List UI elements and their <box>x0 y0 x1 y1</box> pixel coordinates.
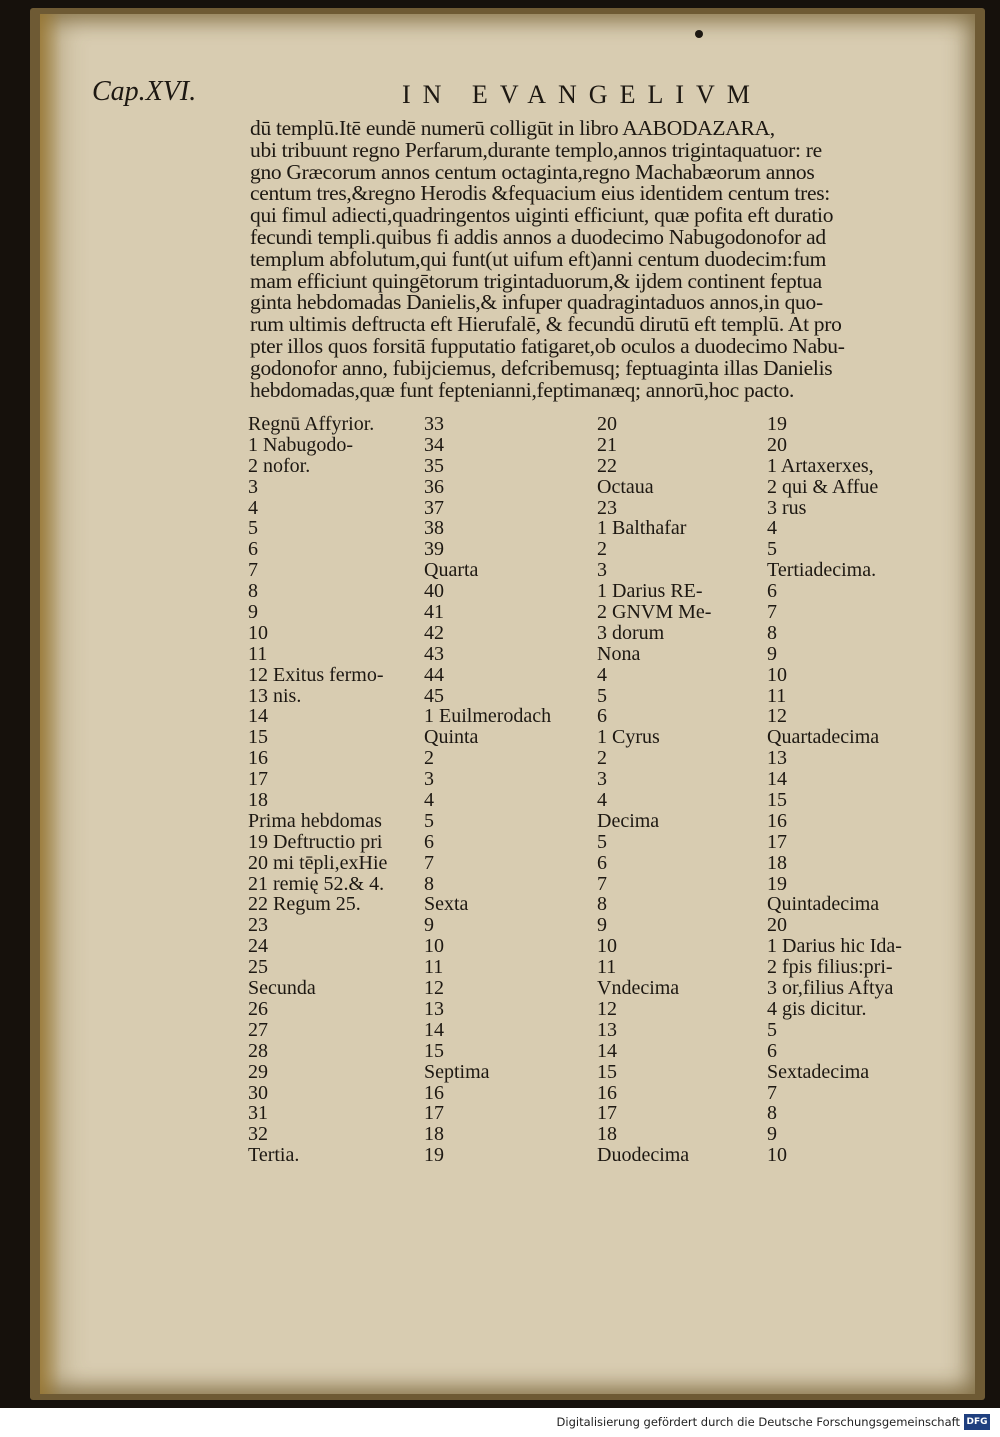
table-cell: 6 <box>424 830 434 853</box>
body-line: ubi tribuunt regno Perfarum,durante templo,annos trigintaquatuor: re <box>250 137 822 162</box>
table-cell: 6 <box>248 538 258 561</box>
table-cell: 17 <box>248 768 268 791</box>
table-cell: 13 <box>597 1018 617 1041</box>
table-cell: 5 <box>767 1018 777 1041</box>
table-cell: 12 Exitus fermo- <box>248 663 384 686</box>
table-cell: 4 gis dicitur. <box>767 997 867 1020</box>
table-cell: Quinta <box>424 726 479 749</box>
table-cell: 1 Balthafar <box>597 517 687 540</box>
table-cell: 3 <box>248 475 258 498</box>
table-cell: 2 <box>597 538 607 561</box>
body-line: mam efficiunt quingētorum trigintaduorum,& ijdem continent feptua <box>250 268 822 293</box>
table-cell: 18 <box>597 1123 617 1146</box>
table-cell: 11 <box>597 956 617 979</box>
table-cell: 30 <box>248 1081 268 1104</box>
table-cell: 2 GNVM Me- <box>597 601 712 624</box>
table-cell: 18 <box>767 851 787 874</box>
table-cell: 25 <box>248 956 268 979</box>
table-cell: 15 <box>424 1039 444 1062</box>
table-cell: 18 <box>424 1123 444 1146</box>
table-cell: 9 <box>767 642 777 665</box>
table-cell: 16 <box>767 809 787 832</box>
table-cell: 13 <box>424 997 444 1020</box>
table-cell: 19 <box>767 413 787 435</box>
table-cell: 6 <box>597 705 607 728</box>
table-cell: 4 <box>597 789 607 812</box>
table-cell: 3 <box>597 768 607 791</box>
table-cell: 6 <box>597 851 607 874</box>
table-cell: 43 <box>424 642 444 665</box>
table-cell: 14 <box>597 1039 617 1062</box>
running-title: IN EVANGELIVM <box>402 80 762 109</box>
table-cell: 17 <box>597 1102 617 1125</box>
body-line: gno Græcorum annos centum octaginta,regno Machabæorum annos <box>250 159 815 184</box>
table-cell: 2 nofor. <box>248 454 311 477</box>
table-cell: 22 Regum 25. <box>248 893 361 916</box>
table-cell: 38 <box>424 517 444 540</box>
table-cell: 2 <box>424 747 434 770</box>
table-cell: 41 <box>424 601 444 624</box>
table-cell: 3 <box>597 559 607 582</box>
table-cell: 11 <box>424 956 444 979</box>
table-cell: 44 <box>424 663 444 686</box>
table-cell: 28 <box>248 1039 268 1062</box>
table-cell: Vndecima <box>597 977 680 1000</box>
table-cell: 1 Cyrus <box>597 726 660 749</box>
table-cell: 21 <box>597 433 617 456</box>
table-cell: 23 <box>597 496 617 519</box>
body-line: ginta hebdomadas Danielis,& infuper quadragintaduos annos,in quo- <box>250 290 823 315</box>
table-cell: 6 <box>767 580 777 603</box>
footer-bar <box>0 1408 1000 1437</box>
table-cell: 11 <box>767 684 787 707</box>
table-cell: 10 <box>248 621 268 644</box>
table-cell: 2 qui & Affue <box>767 475 879 498</box>
table-cell: 5 <box>767 538 777 561</box>
table-column-3 <box>597 414 787 1166</box>
table-cell: Quarta <box>424 559 479 582</box>
table-cell: 10 <box>767 1144 787 1167</box>
table-cell: 19 <box>767 872 787 895</box>
table-cell: Duodecima <box>597 1144 690 1167</box>
table-cell: 17 <box>424 1102 444 1125</box>
body-line: godonofor anno, fubijciemus, defcribemusq; feptuaginta illas Danielis <box>250 355 833 380</box>
table-cell: 12 <box>597 997 617 1020</box>
table-cell: 5 <box>597 830 607 853</box>
table-cell: 12 <box>767 705 787 728</box>
table-cell: Sextadecima <box>767 1060 870 1083</box>
dfg-logo: DFG <box>964 1414 990 1430</box>
table-cell: 4 <box>597 663 607 686</box>
body-line: rum ultimis deftructa eft Hierufalē, & fecundū dirutū eft templū. At pro <box>250 312 842 337</box>
body-paragraph <box>250 118 940 401</box>
table-cell: 10 <box>597 935 617 958</box>
table-cell: 9 <box>597 914 607 937</box>
table-cell: 17 <box>767 830 787 853</box>
table-cell: 16 <box>597 1081 617 1104</box>
table-cell: Secunda <box>248 977 316 1000</box>
table-cell: 7 <box>767 1081 777 1104</box>
table-cell: 12 <box>424 977 444 1000</box>
running-head <box>92 76 792 116</box>
table-cell: 32 <box>248 1123 268 1146</box>
table-cell: 24 <box>248 935 268 958</box>
body-line: templum abfolutum,qui funt(ut uifum eft)anni centum duodecim:fum <box>250 246 827 271</box>
table-cell: Septima <box>424 1060 490 1083</box>
table-cell: 10 <box>767 663 787 686</box>
table-cell: 4 <box>767 517 777 540</box>
body-line: qui fimul adiecti,quadringentos uiginti efficiunt, quæ pofita eft duratio <box>250 203 834 228</box>
table-cell: 4 <box>424 789 434 812</box>
table-cell: Octaua <box>597 475 654 498</box>
table-cell: 3 <box>424 768 434 791</box>
table-cell: 5 <box>248 517 258 540</box>
table-cell: 20 <box>597 413 617 435</box>
table-cell: Quartadecima <box>767 726 880 749</box>
table-cell: 8 <box>767 1102 777 1125</box>
table-cell: 26 <box>248 997 268 1020</box>
table-cell: 14 <box>424 1018 444 1041</box>
table-cell: 8 <box>248 580 258 603</box>
table-cell: 9 <box>424 914 434 937</box>
table-cell: 14 <box>767 768 787 791</box>
table-cell: 14 <box>248 705 268 728</box>
table-cell: 40 <box>424 580 444 603</box>
table-cell: 9 <box>767 1123 777 1146</box>
table-cell: 6 <box>767 1039 777 1062</box>
table-cell: 5 <box>597 684 607 707</box>
table-cell: 15 <box>767 789 787 812</box>
body-line: fecundi templi.quibus fi addis annos a duodecimo Nabugodonofor ad <box>250 224 826 249</box>
table-cell: 5 <box>424 809 434 832</box>
table-cell: 20 mi tēpli,exHie <box>248 851 388 874</box>
table-cell: Tertiadecima. <box>767 559 877 582</box>
table-cell: 36 <box>424 475 444 498</box>
table-cell: Prima hebdomas <box>248 809 382 832</box>
table-cell: 16 <box>424 1081 444 1104</box>
table-cell: 11 <box>248 642 268 665</box>
table-column-2 <box>424 414 594 1166</box>
table-cell: 37 <box>424 496 444 519</box>
table-cell: 2 <box>597 747 607 770</box>
body-line: dū templū.Itē eundē numerū colligūt in libro AABODAZARA, <box>250 116 775 140</box>
table-cell: 20 <box>767 914 787 937</box>
table-cell: 2 fpis filius:pri- <box>767 956 893 979</box>
table-cell: 7 <box>424 851 434 874</box>
table-cell: 8 <box>424 872 434 895</box>
table-cell: 29 <box>248 1060 268 1083</box>
table-cell: 23 <box>248 914 268 937</box>
table-cell: 7 <box>767 601 777 624</box>
table-cell: 19 <box>424 1144 444 1167</box>
table-cell: 22 <box>597 454 617 477</box>
table-cell: 3 dorum <box>597 621 665 644</box>
body-line: pter illos quos forsitā fupputatio fatigaret,ob oculos a duodecimo Nabu- <box>250 333 845 358</box>
table-cell: 20 <box>767 433 787 456</box>
table-cell: 35 <box>424 454 444 477</box>
table-cell: 1 Nabugodo- <box>248 433 353 456</box>
table-cell: 3 or,filius Aftya <box>767 977 894 1000</box>
funding-credit: Digitalisierung gefördert durch die Deutsche Forschungsgemeinschaft <box>556 1415 960 1429</box>
table-cell: 8 <box>597 893 607 916</box>
table-cell: 39 <box>424 538 444 561</box>
table-cell: 21 remię 52.& 4. <box>248 872 385 895</box>
table-cell: 15 <box>597 1060 617 1083</box>
table-cell: 1 Darius hic Ida- <box>767 935 902 958</box>
table-cell: 13 <box>767 747 787 770</box>
table-cell: Nona <box>597 642 641 665</box>
table-cell: 18 <box>248 789 268 812</box>
table-cell: 1 Artaxerxes, <box>767 454 874 477</box>
table-cell: Sexta <box>424 893 469 916</box>
table-cell: Quintadecima <box>767 893 880 916</box>
body-line: centum tres,&regno Herodis &fequacium eius identidem centum tres: <box>250 181 830 206</box>
table-cell: Regnū Affyrior. <box>248 413 375 435</box>
table-column-1 <box>248 414 438 1166</box>
table-cell: Decima <box>597 809 660 832</box>
table-cell: 33 <box>424 413 444 435</box>
table-cell: Tertia. <box>248 1144 300 1167</box>
table-cell: 31 <box>248 1102 268 1125</box>
chapter-label: Cap.XVI. <box>92 76 197 107</box>
table-cell: 7 <box>248 559 258 582</box>
table-cell: 16 <box>248 747 268 770</box>
table-cell: 42 <box>424 621 444 644</box>
table-cell: 8 <box>767 621 777 644</box>
table-cell: 15 <box>248 726 268 749</box>
body-line: hebdomadas,quæ funt feptenianni,feptimanæq; annorū,hoc pacto. <box>250 377 795 402</box>
table-cell: 45 <box>424 684 444 707</box>
table-cell: 1 Euilmerodach <box>424 705 552 728</box>
table-cell: 34 <box>424 433 444 456</box>
page-mark <box>695 30 703 38</box>
table-cell: 1 Darius RE- <box>597 580 703 603</box>
table-cell: 7 <box>597 872 607 895</box>
table-cell: 3 rus <box>767 496 807 519</box>
table-cell: 19 Deftructio pri <box>248 830 383 853</box>
table-cell: 4 <box>248 496 258 519</box>
table-cell: 9 <box>248 601 258 624</box>
table-cell: 27 <box>248 1018 268 1041</box>
table-column-4 <box>767 414 957 1166</box>
table-cell: 13 nis. <box>248 684 302 707</box>
table-cell: 10 <box>424 935 444 958</box>
